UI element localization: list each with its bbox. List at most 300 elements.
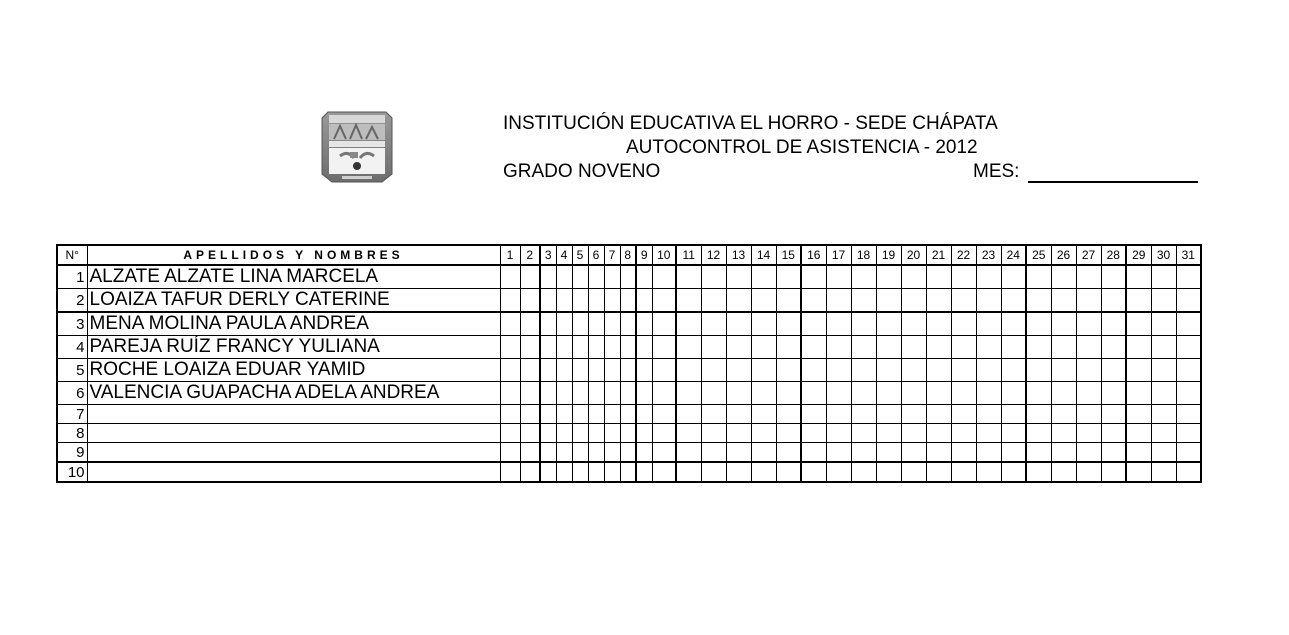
attendance-cell[interactable] <box>520 312 540 336</box>
attendance-cell[interactable] <box>604 312 620 336</box>
attendance-cell[interactable] <box>520 289 540 313</box>
attendance-cell[interactable] <box>1026 265 1051 289</box>
attendance-cell[interactable] <box>976 424 1001 443</box>
attendance-cell[interactable] <box>901 265 926 289</box>
attendance-cell[interactable] <box>951 336 976 359</box>
attendance-cell[interactable] <box>801 336 826 359</box>
attendance-cell[interactable] <box>826 462 851 482</box>
attendance-cell[interactable] <box>1026 462 1051 482</box>
attendance-cell[interactable] <box>556 443 572 463</box>
attendance-cell[interactable] <box>556 312 572 336</box>
attendance-cell[interactable] <box>776 312 801 336</box>
attendance-cell[interactable] <box>851 289 876 313</box>
attendance-cell[interactable] <box>604 405 620 424</box>
attendance-cell[interactable] <box>676 462 701 482</box>
attendance-cell[interactable] <box>604 443 620 463</box>
attendance-cell[interactable] <box>851 405 876 424</box>
attendance-cell[interactable] <box>726 336 751 359</box>
attendance-cell[interactable] <box>676 443 701 463</box>
attendance-cell[interactable] <box>1026 336 1051 359</box>
attendance-cell[interactable] <box>540 382 556 405</box>
attendance-cell[interactable] <box>751 462 776 482</box>
attendance-cell[interactable] <box>604 424 620 443</box>
attendance-cell[interactable] <box>1151 382 1176 405</box>
attendance-cell[interactable] <box>976 289 1001 313</box>
attendance-cell[interactable] <box>926 289 951 313</box>
attendance-cell[interactable] <box>926 359 951 382</box>
attendance-cell[interactable] <box>520 336 540 359</box>
attendance-cell[interactable] <box>604 462 620 482</box>
attendance-cell[interactable] <box>876 359 901 382</box>
attendance-cell[interactable] <box>1101 336 1126 359</box>
attendance-cell[interactable] <box>636 424 652 443</box>
attendance-cell[interactable] <box>620 336 636 359</box>
attendance-cell[interactable] <box>726 312 751 336</box>
attendance-cell[interactable] <box>901 289 926 313</box>
attendance-cell[interactable] <box>826 405 851 424</box>
attendance-cell[interactable] <box>1126 424 1151 443</box>
attendance-cell[interactable] <box>500 289 520 313</box>
attendance-cell[interactable] <box>588 443 604 463</box>
attendance-cell[interactable] <box>751 312 776 336</box>
attendance-cell[interactable] <box>951 405 976 424</box>
attendance-cell[interactable] <box>572 424 588 443</box>
attendance-cell[interactable] <box>1051 312 1076 336</box>
attendance-cell[interactable] <box>1101 443 1126 463</box>
attendance-cell[interactable] <box>540 443 556 463</box>
attendance-cell[interactable] <box>876 462 901 482</box>
attendance-cell[interactable] <box>1176 289 1201 313</box>
attendance-cell[interactable] <box>726 289 751 313</box>
attendance-cell[interactable] <box>1101 289 1126 313</box>
attendance-cell[interactable] <box>604 359 620 382</box>
attendance-cell[interactable] <box>636 462 652 482</box>
attendance-cell[interactable] <box>652 382 676 405</box>
attendance-cell[interactable] <box>1151 289 1176 313</box>
attendance-cell[interactable] <box>851 462 876 482</box>
attendance-cell[interactable] <box>826 289 851 313</box>
attendance-cell[interactable] <box>926 382 951 405</box>
attendance-cell[interactable] <box>556 336 572 359</box>
attendance-cell[interactable] <box>1151 359 1176 382</box>
attendance-cell[interactable] <box>1051 424 1076 443</box>
attendance-cell[interactable] <box>540 289 556 313</box>
attendance-cell[interactable] <box>500 359 520 382</box>
attendance-cell[interactable] <box>1051 265 1076 289</box>
attendance-cell[interactable] <box>1001 382 1026 405</box>
attendance-cell[interactable] <box>876 424 901 443</box>
attendance-cell[interactable] <box>976 443 1001 463</box>
attendance-cell[interactable] <box>1126 289 1151 313</box>
attendance-cell[interactable] <box>1126 443 1151 463</box>
attendance-cell[interactable] <box>1076 405 1101 424</box>
attendance-cell[interactable] <box>1151 312 1176 336</box>
attendance-cell[interactable] <box>1001 265 1026 289</box>
attendance-cell[interactable] <box>588 359 604 382</box>
attendance-cell[interactable] <box>676 265 701 289</box>
attendance-cell[interactable] <box>951 289 976 313</box>
attendance-cell[interactable] <box>801 359 826 382</box>
attendance-cell[interactable] <box>951 265 976 289</box>
attendance-cell[interactable] <box>1051 405 1076 424</box>
attendance-cell[interactable] <box>604 336 620 359</box>
attendance-cell[interactable] <box>1076 312 1101 336</box>
attendance-cell[interactable] <box>776 382 801 405</box>
attendance-cell[interactable] <box>572 462 588 482</box>
attendance-cell[interactable] <box>1051 462 1076 482</box>
attendance-cell[interactable] <box>701 462 726 482</box>
attendance-cell[interactable] <box>500 405 520 424</box>
attendance-cell[interactable] <box>701 265 726 289</box>
attendance-cell[interactable] <box>926 265 951 289</box>
attendance-cell[interactable] <box>1101 382 1126 405</box>
attendance-cell[interactable] <box>776 289 801 313</box>
attendance-cell[interactable] <box>1126 336 1151 359</box>
attendance-cell[interactable] <box>726 424 751 443</box>
attendance-cell[interactable] <box>520 405 540 424</box>
attendance-cell[interactable] <box>826 312 851 336</box>
attendance-cell[interactable] <box>1001 289 1026 313</box>
attendance-cell[interactable] <box>620 359 636 382</box>
attendance-cell[interactable] <box>652 312 676 336</box>
attendance-cell[interactable] <box>926 443 951 463</box>
attendance-cell[interactable] <box>976 336 1001 359</box>
attendance-cell[interactable] <box>751 405 776 424</box>
attendance-cell[interactable] <box>901 462 926 482</box>
attendance-cell[interactable] <box>636 359 652 382</box>
attendance-cell[interactable] <box>500 424 520 443</box>
attendance-cell[interactable] <box>701 405 726 424</box>
attendance-cell[interactable] <box>751 443 776 463</box>
attendance-cell[interactable] <box>976 405 1001 424</box>
attendance-cell[interactable] <box>620 424 636 443</box>
attendance-cell[interactable] <box>588 312 604 336</box>
month-blank-line[interactable] <box>1028 181 1198 183</box>
attendance-cell[interactable] <box>588 382 604 405</box>
attendance-cell[interactable] <box>1176 382 1201 405</box>
attendance-cell[interactable] <box>676 359 701 382</box>
attendance-cell[interactable] <box>676 336 701 359</box>
attendance-cell[interactable] <box>976 382 1001 405</box>
attendance-cell[interactable] <box>1176 424 1201 443</box>
attendance-cell[interactable] <box>901 443 926 463</box>
attendance-cell[interactable] <box>1101 405 1126 424</box>
attendance-cell[interactable] <box>500 265 520 289</box>
attendance-cell[interactable] <box>951 462 976 482</box>
attendance-cell[interactable] <box>951 443 976 463</box>
attendance-cell[interactable] <box>1101 462 1126 482</box>
attendance-cell[interactable] <box>951 382 976 405</box>
attendance-cell[interactable] <box>652 265 676 289</box>
attendance-cell[interactable] <box>556 265 572 289</box>
attendance-cell[interactable] <box>500 382 520 405</box>
attendance-cell[interactable] <box>851 424 876 443</box>
attendance-cell[interactable] <box>701 382 726 405</box>
attendance-cell[interactable] <box>520 443 540 463</box>
attendance-cell[interactable] <box>851 382 876 405</box>
attendance-cell[interactable] <box>726 359 751 382</box>
attendance-cell[interactable] <box>1051 289 1076 313</box>
attendance-cell[interactable] <box>588 336 604 359</box>
attendance-cell[interactable] <box>901 405 926 424</box>
attendance-cell[interactable] <box>676 405 701 424</box>
attendance-cell[interactable] <box>726 443 751 463</box>
attendance-cell[interactable] <box>556 382 572 405</box>
attendance-cell[interactable] <box>701 289 726 313</box>
attendance-cell[interactable] <box>826 443 851 463</box>
attendance-cell[interactable] <box>851 312 876 336</box>
attendance-cell[interactable] <box>1026 382 1051 405</box>
attendance-cell[interactable] <box>572 382 588 405</box>
attendance-cell[interactable] <box>1026 359 1051 382</box>
attendance-cell[interactable] <box>876 443 901 463</box>
attendance-cell[interactable] <box>676 289 701 313</box>
attendance-cell[interactable] <box>1151 265 1176 289</box>
attendance-cell[interactable] <box>776 336 801 359</box>
attendance-cell[interactable] <box>826 265 851 289</box>
attendance-cell[interactable] <box>1176 462 1201 482</box>
attendance-cell[interactable] <box>1101 424 1126 443</box>
attendance-cell[interactable] <box>826 382 851 405</box>
attendance-cell[interactable] <box>652 359 676 382</box>
attendance-cell[interactable] <box>572 265 588 289</box>
attendance-cell[interactable] <box>1076 359 1101 382</box>
attendance-cell[interactable] <box>1001 336 1026 359</box>
attendance-cell[interactable] <box>976 312 1001 336</box>
attendance-cell[interactable] <box>1001 443 1026 463</box>
attendance-cell[interactable] <box>1001 462 1026 482</box>
attendance-cell[interactable] <box>776 462 801 482</box>
attendance-cell[interactable] <box>572 359 588 382</box>
attendance-cell[interactable] <box>1101 359 1126 382</box>
attendance-cell[interactable] <box>1076 443 1101 463</box>
attendance-cell[interactable] <box>636 443 652 463</box>
attendance-cell[interactable] <box>701 359 726 382</box>
attendance-cell[interactable] <box>620 405 636 424</box>
attendance-cell[interactable] <box>826 336 851 359</box>
attendance-cell[interactable] <box>556 462 572 482</box>
attendance-cell[interactable] <box>572 336 588 359</box>
attendance-cell[interactable] <box>652 424 676 443</box>
attendance-cell[interactable] <box>1176 405 1201 424</box>
attendance-cell[interactable] <box>801 382 826 405</box>
attendance-cell[interactable] <box>1051 382 1076 405</box>
attendance-cell[interactable] <box>500 336 520 359</box>
attendance-cell[interactable] <box>776 265 801 289</box>
attendance-cell[interactable] <box>636 405 652 424</box>
attendance-cell[interactable] <box>572 312 588 336</box>
attendance-cell[interactable] <box>901 382 926 405</box>
attendance-cell[interactable] <box>851 443 876 463</box>
attendance-cell[interactable] <box>636 312 652 336</box>
attendance-cell[interactable] <box>1151 462 1176 482</box>
attendance-cell[interactable] <box>751 265 776 289</box>
attendance-cell[interactable] <box>636 265 652 289</box>
attendance-cell[interactable] <box>976 462 1001 482</box>
attendance-cell[interactable] <box>540 336 556 359</box>
attendance-cell[interactable] <box>876 405 901 424</box>
attendance-cell[interactable] <box>1151 405 1176 424</box>
attendance-cell[interactable] <box>951 424 976 443</box>
attendance-cell[interactable] <box>1126 405 1151 424</box>
attendance-cell[interactable] <box>876 382 901 405</box>
attendance-cell[interactable] <box>801 424 826 443</box>
attendance-cell[interactable] <box>926 424 951 443</box>
attendance-cell[interactable] <box>901 312 926 336</box>
attendance-cell[interactable] <box>588 462 604 482</box>
attendance-cell[interactable] <box>776 443 801 463</box>
attendance-cell[interactable] <box>801 265 826 289</box>
attendance-cell[interactable] <box>556 359 572 382</box>
attendance-cell[interactable] <box>901 424 926 443</box>
attendance-cell[interactable] <box>572 405 588 424</box>
attendance-cell[interactable] <box>572 443 588 463</box>
attendance-cell[interactable] <box>1101 312 1126 336</box>
attendance-cell[interactable] <box>1126 265 1151 289</box>
attendance-cell[interactable] <box>901 336 926 359</box>
attendance-cell[interactable] <box>620 312 636 336</box>
attendance-cell[interactable] <box>1151 336 1176 359</box>
attendance-cell[interactable] <box>976 359 1001 382</box>
attendance-cell[interactable] <box>676 382 701 405</box>
attendance-cell[interactable] <box>1176 336 1201 359</box>
attendance-cell[interactable] <box>520 424 540 443</box>
attendance-cell[interactable] <box>1176 265 1201 289</box>
attendance-cell[interactable] <box>636 336 652 359</box>
attendance-cell[interactable] <box>776 424 801 443</box>
attendance-cell[interactable] <box>540 405 556 424</box>
attendance-cell[interactable] <box>620 382 636 405</box>
attendance-cell[interactable] <box>1001 312 1026 336</box>
attendance-cell[interactable] <box>540 424 556 443</box>
attendance-cell[interactable] <box>588 424 604 443</box>
attendance-cell[interactable] <box>588 265 604 289</box>
attendance-cell[interactable] <box>726 405 751 424</box>
attendance-cell[interactable] <box>776 359 801 382</box>
attendance-cell[interactable] <box>540 265 556 289</box>
attendance-cell[interactable] <box>520 382 540 405</box>
attendance-cell[interactable] <box>751 382 776 405</box>
attendance-cell[interactable] <box>1051 359 1076 382</box>
attendance-cell[interactable] <box>1176 359 1201 382</box>
attendance-cell[interactable] <box>652 289 676 313</box>
attendance-cell[interactable] <box>876 312 901 336</box>
attendance-cell[interactable] <box>1101 265 1126 289</box>
attendance-cell[interactable] <box>1126 382 1151 405</box>
attendance-cell[interactable] <box>926 336 951 359</box>
attendance-cell[interactable] <box>540 312 556 336</box>
attendance-cell[interactable] <box>1151 443 1176 463</box>
attendance-cell[interactable] <box>652 336 676 359</box>
attendance-cell[interactable] <box>1176 443 1201 463</box>
attendance-cell[interactable] <box>751 359 776 382</box>
attendance-cell[interactable] <box>801 443 826 463</box>
attendance-cell[interactable] <box>1026 312 1051 336</box>
attendance-cell[interactable] <box>951 359 976 382</box>
attendance-cell[interactable] <box>588 289 604 313</box>
attendance-cell[interactable] <box>1076 336 1101 359</box>
attendance-cell[interactable] <box>926 405 951 424</box>
attendance-cell[interactable] <box>572 289 588 313</box>
attendance-cell[interactable] <box>851 265 876 289</box>
attendance-cell[interactable] <box>851 336 876 359</box>
attendance-cell[interactable] <box>801 405 826 424</box>
attendance-cell[interactable] <box>1001 359 1026 382</box>
attendance-cell[interactable] <box>926 312 951 336</box>
attendance-cell[interactable] <box>701 336 726 359</box>
attendance-cell[interactable] <box>1051 336 1076 359</box>
attendance-cell[interactable] <box>751 336 776 359</box>
attendance-cell[interactable] <box>604 265 620 289</box>
attendance-cell[interactable] <box>620 289 636 313</box>
attendance-cell[interactable] <box>676 312 701 336</box>
attendance-cell[interactable] <box>500 443 520 463</box>
attendance-cell[interactable] <box>604 289 620 313</box>
attendance-cell[interactable] <box>652 462 676 482</box>
attendance-cell[interactable] <box>876 336 901 359</box>
attendance-cell[interactable] <box>1026 424 1051 443</box>
attendance-cell[interactable] <box>926 462 951 482</box>
attendance-cell[interactable] <box>951 312 976 336</box>
attendance-cell[interactable] <box>801 289 826 313</box>
attendance-cell[interactable] <box>1151 424 1176 443</box>
attendance-cell[interactable] <box>556 405 572 424</box>
attendance-cell[interactable] <box>1076 265 1101 289</box>
attendance-cell[interactable] <box>520 265 540 289</box>
attendance-cell[interactable] <box>876 265 901 289</box>
attendance-cell[interactable] <box>652 405 676 424</box>
attendance-cell[interactable] <box>901 359 926 382</box>
attendance-cell[interactable] <box>701 424 726 443</box>
attendance-cell[interactable] <box>636 382 652 405</box>
attendance-cell[interactable] <box>1126 312 1151 336</box>
attendance-cell[interactable] <box>1026 405 1051 424</box>
attendance-cell[interactable] <box>556 289 572 313</box>
attendance-cell[interactable] <box>652 443 676 463</box>
attendance-cell[interactable] <box>1026 289 1051 313</box>
attendance-cell[interactable] <box>701 312 726 336</box>
attendance-cell[interactable] <box>776 405 801 424</box>
attendance-cell[interactable] <box>1026 443 1051 463</box>
attendance-cell[interactable] <box>1001 424 1026 443</box>
attendance-cell[interactable] <box>500 312 520 336</box>
attendance-cell[interactable] <box>540 462 556 482</box>
attendance-cell[interactable] <box>636 289 652 313</box>
attendance-cell[interactable] <box>1076 289 1101 313</box>
attendance-cell[interactable] <box>826 359 851 382</box>
attendance-cell[interactable] <box>676 424 701 443</box>
attendance-cell[interactable] <box>620 443 636 463</box>
attendance-cell[interactable] <box>826 424 851 443</box>
attendance-cell[interactable] <box>801 312 826 336</box>
attendance-cell[interactable] <box>588 405 604 424</box>
attendance-cell[interactable] <box>604 382 620 405</box>
attendance-cell[interactable] <box>726 265 751 289</box>
attendance-cell[interactable] <box>1001 405 1026 424</box>
attendance-cell[interactable] <box>701 443 726 463</box>
attendance-cell[interactable] <box>540 359 556 382</box>
attendance-cell[interactable] <box>851 359 876 382</box>
attendance-cell[interactable] <box>520 359 540 382</box>
attendance-cell[interactable] <box>620 462 636 482</box>
attendance-cell[interactable] <box>1076 382 1101 405</box>
attendance-cell[interactable] <box>1051 443 1076 463</box>
attendance-cell[interactable] <box>751 424 776 443</box>
attendance-cell[interactable] <box>1126 359 1151 382</box>
attendance-cell[interactable] <box>500 462 520 482</box>
attendance-cell[interactable] <box>520 462 540 482</box>
attendance-cell[interactable] <box>556 424 572 443</box>
